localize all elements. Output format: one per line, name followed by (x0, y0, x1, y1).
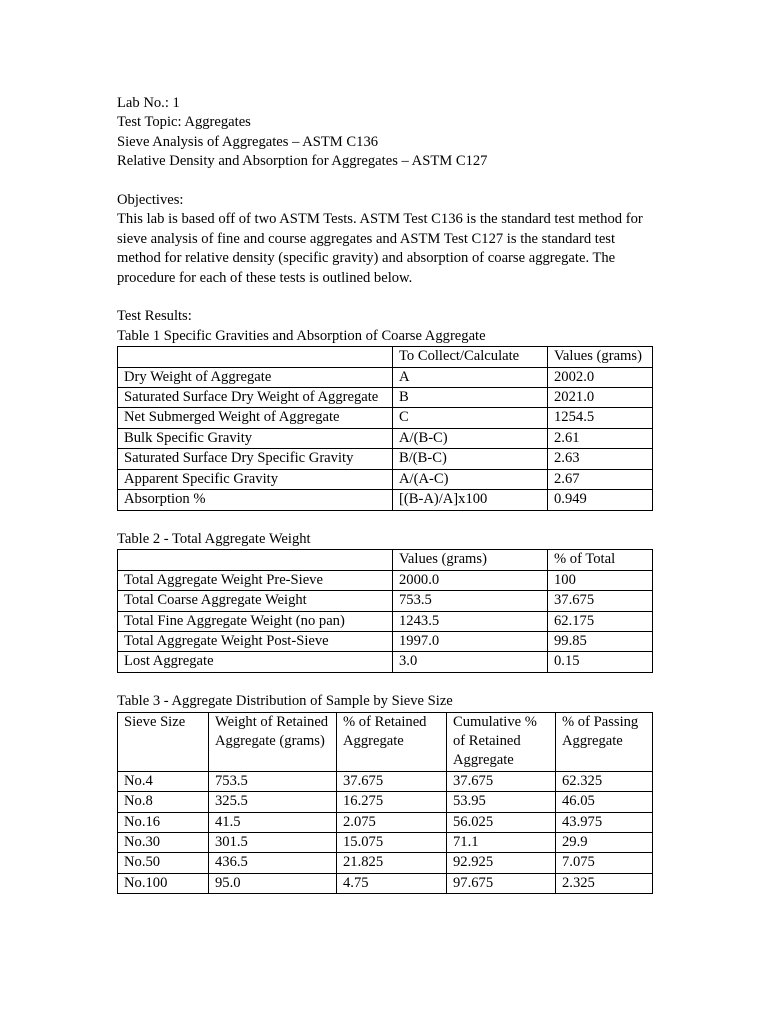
table-row (118, 611, 653, 631)
table-cell (118, 347, 393, 367)
table-cell: Saturated Surface Dry Specific Gravity (118, 449, 393, 469)
table-cell: A/(A-C) (393, 469, 548, 489)
specific-gravity-table (117, 346, 653, 510)
table-row (118, 853, 653, 873)
table-cell: No.16 (118, 812, 209, 832)
table-row (118, 408, 653, 428)
table-cell: 7.075 (556, 853, 653, 873)
table-cell: 2.63 (548, 449, 653, 469)
table-cell: No.4 (118, 771, 209, 791)
table-cell: B/(B-C) (393, 449, 548, 469)
table1-caption: Table 1 Specific Gravities and Absorption of Coarse Aggregate (117, 327, 486, 344)
table-cell: 1254.5 (548, 408, 653, 428)
table-cell: % of Passing Aggregate (556, 712, 653, 771)
table-cell: 99.85 (548, 631, 653, 651)
table-cell: 4.75 (337, 873, 447, 893)
table-cell: B (393, 388, 548, 408)
table-cell: 37.675 (548, 591, 653, 611)
table-cell: 2000.0 (393, 570, 548, 590)
table-cell: 15.075 (337, 832, 447, 852)
table-cell: 0.949 (548, 490, 653, 510)
table-cell: C (393, 408, 548, 428)
table-cell: Cumulative % of Retained Aggregate (447, 712, 556, 771)
table-cell: 46.05 (556, 792, 653, 812)
table-cell: 2.67 (548, 469, 653, 489)
table3-caption: Table 3 - Aggregate Distribution of Sample by Sieve Size (117, 693, 453, 710)
test-results-heading: Test Results: (117, 308, 192, 325)
table-cell: Total Aggregate Weight Post-Sieve (118, 631, 393, 651)
table-cell: 56.025 (447, 812, 556, 832)
objectives-body: This lab is based off of two ASTM Tests. ASTM Test C136 is the standard test method for sieve analysis of fine and course aggregates and ASTM Test C127 is the standard test method for relative density (specific gravity) and absorption of coarse aggregate. The procedure for each of these tests is outlined below. (117, 211, 643, 286)
table-row (118, 367, 653, 387)
total-aggregate-weight-table (117, 549, 653, 672)
table-cell: [(B-A)/A]x100 (393, 490, 548, 510)
table-cell: No.30 (118, 832, 209, 852)
table-cell: Values (grams) (548, 347, 653, 367)
table-cell: 1997.0 (393, 631, 548, 651)
table-row (118, 812, 653, 832)
table-cell: 29.9 (556, 832, 653, 852)
table-cell: Saturated Surface Dry Weight of Aggregate (118, 388, 393, 408)
table-cell: Dry Weight of Aggregate (118, 367, 393, 387)
table-row (118, 832, 653, 852)
test-topic: Test Topic: Aggregates (117, 114, 251, 131)
table-cell: 2.325 (556, 873, 653, 893)
table-cell: 0.15 (548, 652, 653, 672)
table-cell: 2021.0 (548, 388, 653, 408)
table-cell: % of Total (548, 550, 653, 570)
table-cell: 2.61 (548, 428, 653, 448)
table-row (118, 388, 653, 408)
table-cell: 1243.5 (393, 611, 548, 631)
table-cell: No.100 (118, 873, 209, 893)
table-row (118, 449, 653, 469)
table-row (118, 570, 653, 590)
table-cell: Total Fine Aggregate Weight (no pan) (118, 611, 393, 631)
table-header-row (118, 550, 653, 570)
table-cell: 62.325 (556, 771, 653, 791)
table-cell: 95.0 (209, 873, 337, 893)
table-cell: 301.5 (209, 832, 337, 852)
table-row (118, 792, 653, 812)
table-cell: To Collect/Calculate (393, 347, 548, 367)
table-cell: 100 (548, 570, 653, 590)
table-cell: Net Submerged Weight of Aggregate (118, 408, 393, 428)
relative-density-title: Relative Density and Absorption for Aggregates – ASTM C127 (117, 153, 488, 170)
table-cell: 2.075 (337, 812, 447, 832)
table-cell: 92.925 (447, 853, 556, 873)
table-cell (118, 550, 393, 570)
lab-number: Lab No.: 1 (117, 95, 180, 111)
table-cell: 37.675 (447, 771, 556, 791)
table-cell: Total Aggregate Weight Pre-Sieve (118, 570, 393, 590)
table-header-row (118, 347, 653, 367)
sieve-analysis-title: Sieve Analysis of Aggregates – ASTM C136 (117, 133, 379, 150)
table-cell: No.8 (118, 792, 209, 812)
table-row (118, 591, 653, 611)
table-cell: Bulk Specific Gravity (118, 428, 393, 448)
table-cell: 753.5 (393, 591, 548, 611)
table-cell: Sieve Size (118, 712, 209, 771)
table-cell: 325.5 (209, 792, 337, 812)
objectives-heading: Objectives: (117, 192, 184, 209)
table-cell: Absorption % (118, 490, 393, 510)
table-cell: 2002.0 (548, 367, 653, 387)
table-cell: Apparent Specific Gravity (118, 469, 393, 489)
table-row (118, 652, 653, 672)
table-cell: No.50 (118, 853, 209, 873)
table-cell: 3.0 (393, 652, 548, 672)
table-cell: 62.175 (548, 611, 653, 631)
table-row (118, 490, 653, 510)
table-cell: Values (grams) (393, 550, 548, 570)
table-cell: 53.95 (447, 792, 556, 812)
table-cell: 41.5 (209, 812, 337, 832)
table-row (118, 873, 653, 893)
table-cell: 71.1 (447, 832, 556, 852)
table-cell: A (393, 367, 548, 387)
table-cell: A/(B-C) (393, 428, 548, 448)
table-cell: 37.675 (337, 771, 447, 791)
table-row (118, 631, 653, 651)
table-cell: % of Retained Aggregate (337, 712, 447, 771)
table-cell: 436.5 (209, 853, 337, 873)
table-cell: 21.825 (337, 853, 447, 873)
table-row (118, 428, 653, 448)
table-row (118, 771, 653, 791)
table-cell: 97.675 (447, 873, 556, 893)
table2-caption: Table 2 - Total Aggregate Weight (117, 530, 311, 547)
table-cell: 753.5 (209, 771, 337, 791)
table-cell: Lost Aggregate (118, 652, 393, 672)
table-cell: 43.975 (556, 812, 653, 832)
table-row (118, 469, 653, 489)
table-cell: 16.275 (337, 792, 447, 812)
table-header-row (118, 712, 653, 771)
table-cell: Weight of Retained Aggregate (grams) (209, 712, 337, 771)
sieve-distribution-table (117, 712, 653, 895)
table-cell: Total Coarse Aggregate Weight (118, 591, 393, 611)
